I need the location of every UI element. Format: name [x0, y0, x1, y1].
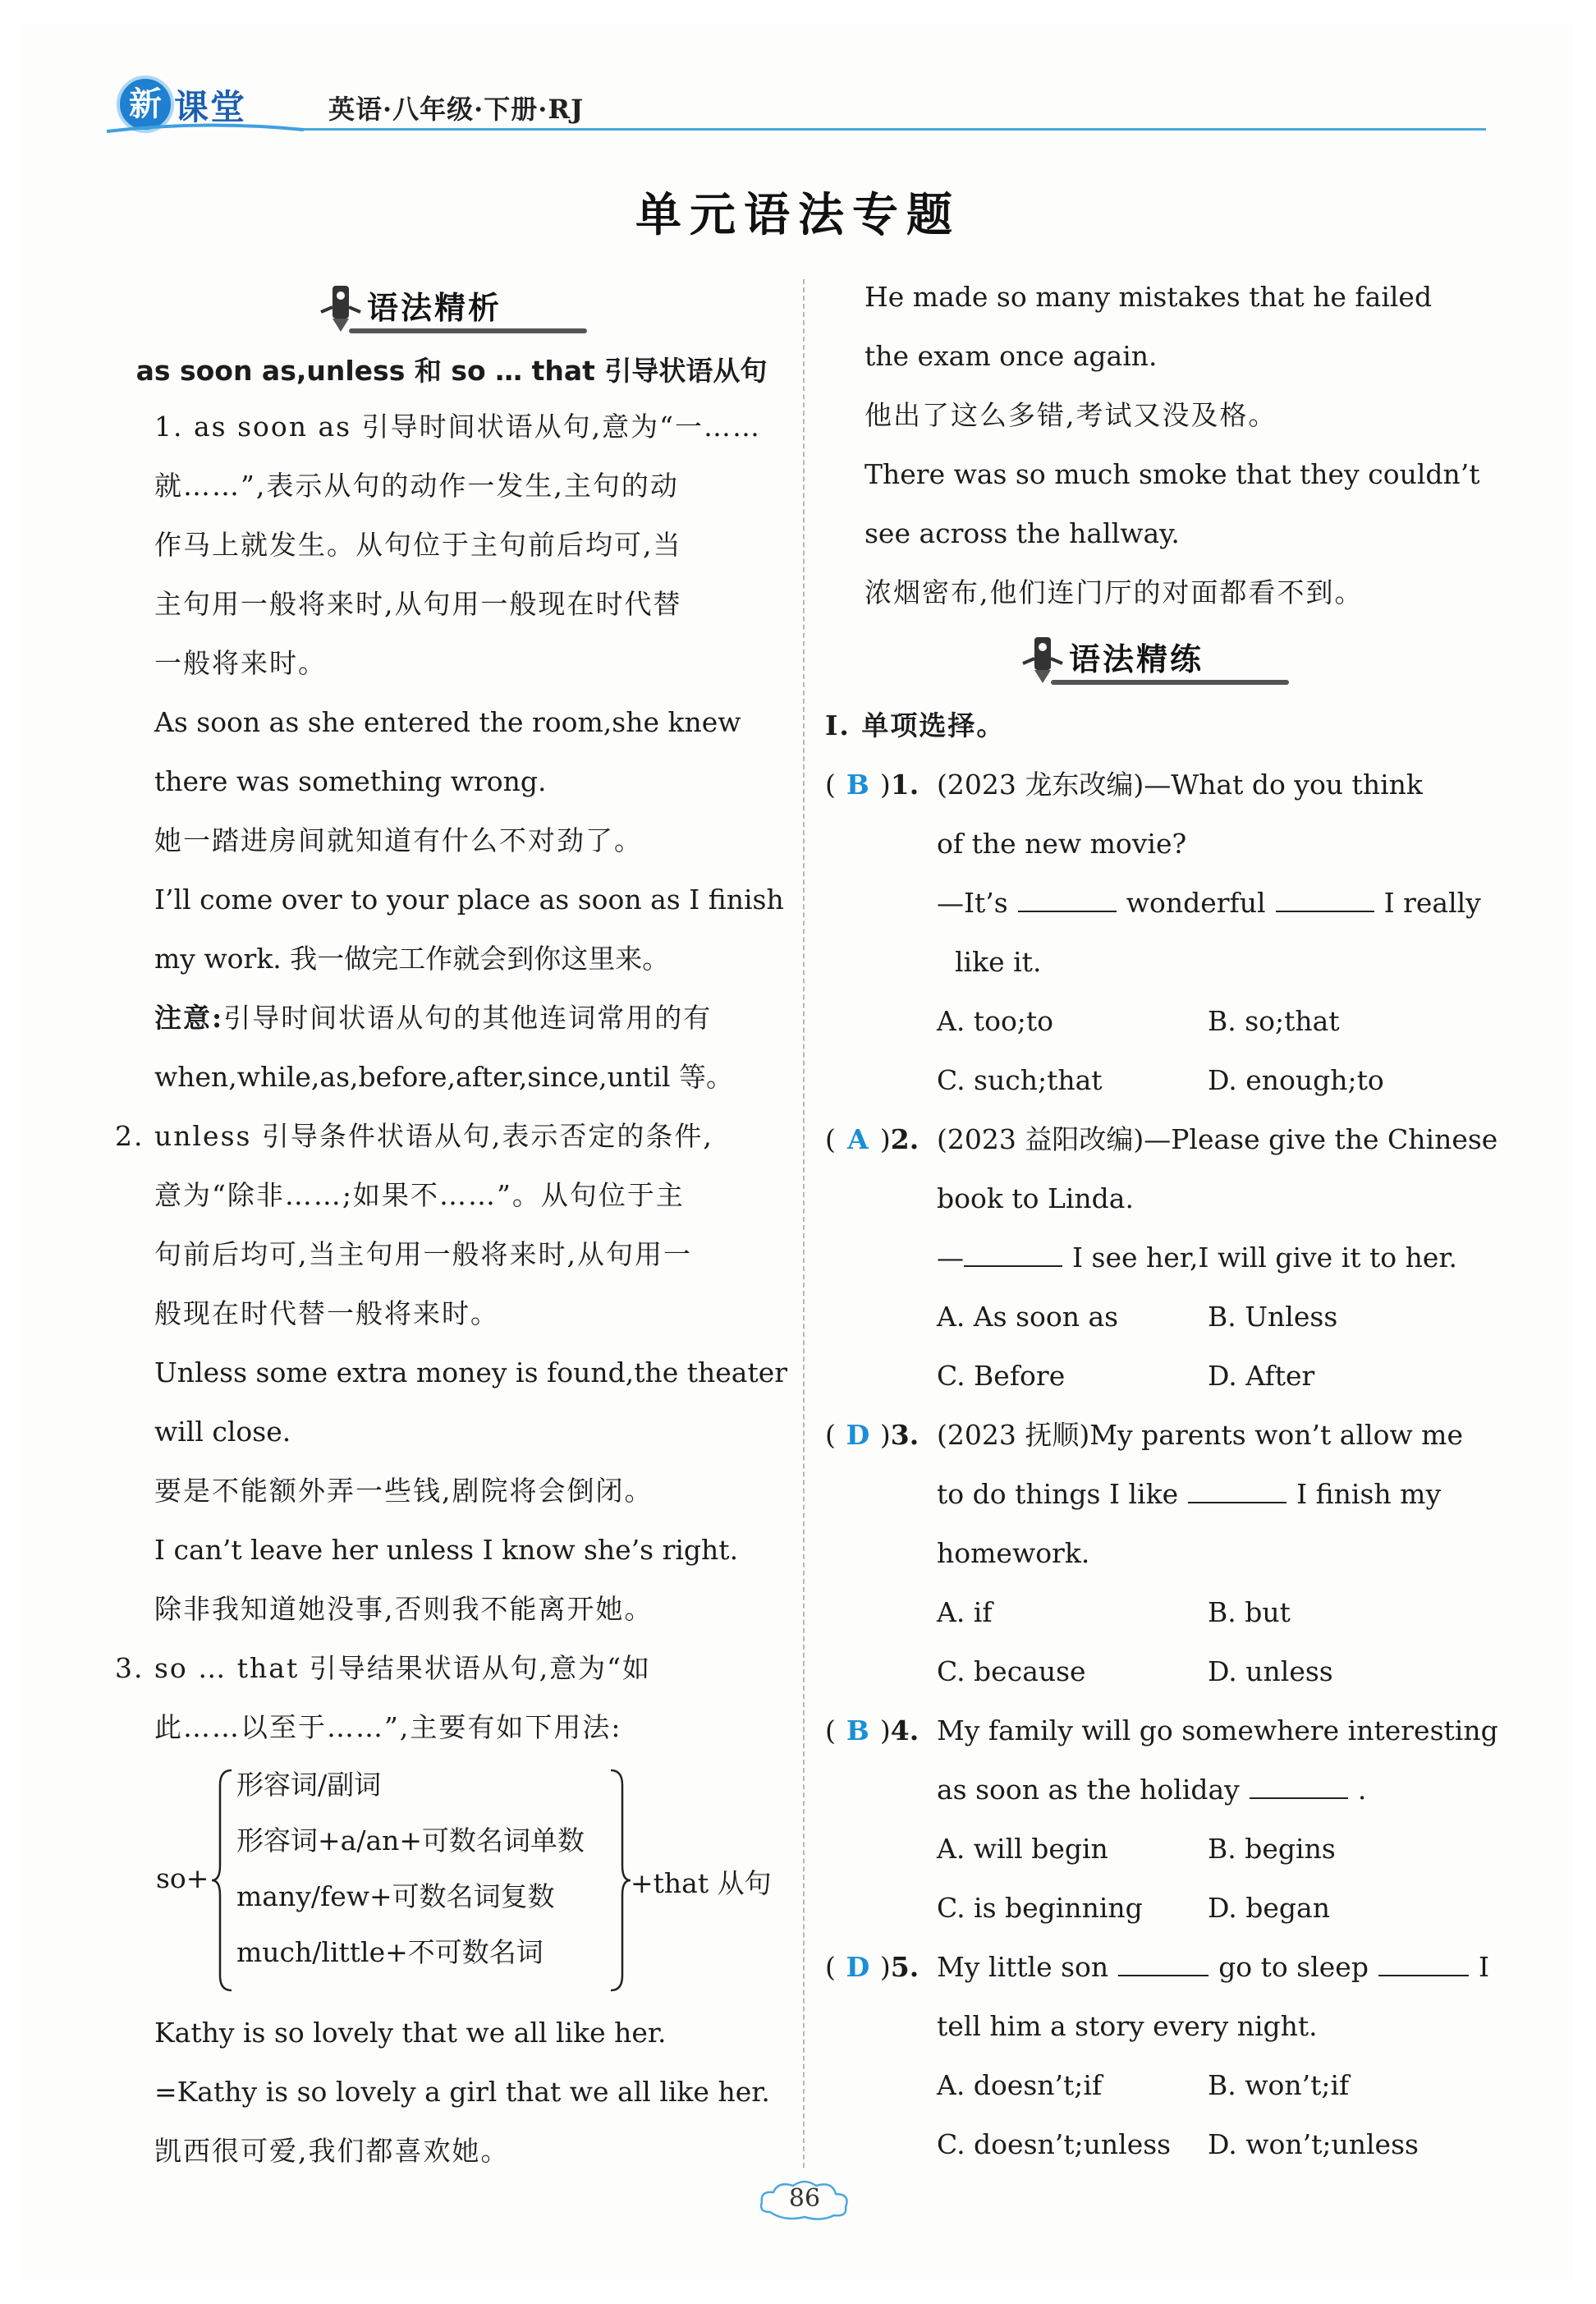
grammar-topic-heading: as soon as,unless 和 so … that 引导状语从句: [135, 355, 768, 387]
answer-blank[interactable]: [1276, 888, 1374, 912]
question-5-line: tell him a story every night.: [937, 2010, 1318, 2042]
grammar-analysis-banner: [316, 271, 587, 345]
point-1-line: 1. as soon as 引导时间状语从句,意为“一……: [154, 411, 761, 443]
banner-underline: [1051, 680, 1289, 685]
option[interactable]: C. because: [937, 1655, 1086, 1687]
question-2-line: — I see her,I will give it to her.: [937, 1241, 1458, 1274]
point-2-line: 句前后均可,当主句用一般将来时,从句用一: [154, 1238, 692, 1270]
question-3-line: to do things I like I finish my: [937, 1478, 1442, 1510]
brace-items: [236, 1757, 585, 1980]
question-1-line: like it.: [955, 946, 1042, 978]
question-4-line: as soon as the holiday .: [937, 1774, 1367, 1806]
question-2: ( A )2. (2023 益阳改编)—Please give the Chinese: [825, 1110, 1482, 1169]
example-sentence: There was so much smoke that they couldn’t: [864, 458, 1480, 490]
question-3: ( D )3. (2023 抚顺)My parents won’t allow me: [825, 1406, 1482, 1465]
example-translation: 要是不能额外弄一些钱,剧院将会倒闭。: [154, 1475, 654, 1507]
logo-text: 课堂: [174, 87, 247, 127]
right-brace-icon: [606, 1769, 631, 1992]
grammar-practice-banner: [1018, 622, 1289, 696]
point-1-line: 一般将来时。: [154, 647, 327, 679]
page-header: [99, 67, 1486, 141]
example-sentence: Kathy is so lovely that we all like her.: [154, 2017, 667, 2049]
banner-title: 语法精练: [1069, 641, 1204, 677]
brace-prefix: so+: [156, 1862, 209, 1894]
options-row: [825, 1051, 1482, 1110]
example-sentence: I can’t leave her unless I know she’s right.: [154, 1534, 739, 1566]
column-divider: [803, 279, 805, 2168]
answer-blank[interactable]: [1188, 1479, 1286, 1503]
option[interactable]: C. doesn’t;unless: [937, 2128, 1172, 2160]
option[interactable]: B. Unless: [1208, 1301, 1338, 1333]
banner-title: 语法精析: [367, 290, 502, 326]
option[interactable]: D. After: [1208, 1360, 1315, 1392]
brace-item: much/little+不可数名词: [236, 1936, 543, 1968]
options-row: [825, 2056, 1482, 2115]
option[interactable]: D. enough;to: [1208, 1064, 1384, 1096]
option[interactable]: D. began: [1208, 1892, 1330, 1924]
answer-blank[interactable]: [1378, 1952, 1469, 1976]
answer-bracket: ( B )1.: [825, 755, 919, 815]
page-number-text: 86: [788, 2184, 821, 2213]
answer-letter: D: [846, 1419, 870, 1451]
option[interactable]: C. is beginning: [937, 1892, 1143, 1924]
option[interactable]: C. such;that: [937, 1064, 1103, 1096]
answer-bracket: ( D )5.: [825, 1938, 919, 1997]
header-subject: 英语·八年级·下册·RJ: [328, 94, 585, 125]
option[interactable]: A. will begin: [937, 1833, 1108, 1865]
option[interactable]: D. unless: [1208, 1655, 1333, 1687]
point-3-line: 此……以至于……”,主要有如下用法:: [154, 1711, 622, 1743]
answer-blank[interactable]: [1018, 888, 1117, 912]
answer-bracket: ( A )2.: [825, 1110, 919, 1169]
example-translation: 除非我知道她没事,否则我不能离开她。: [154, 1593, 654, 1625]
answer-letter: D: [846, 1951, 870, 1983]
example-sentence: As soon as she entered the room,she knew: [154, 706, 741, 738]
header-rule: [304, 128, 1486, 131]
options-row: [825, 2115, 1482, 2174]
answer-letter: B: [846, 769, 869, 801]
example-translation: 凯西很可爱,我们都喜欢她。: [154, 2135, 510, 2167]
options-row: [825, 1879, 1482, 1938]
example-sentence: the exam once again.: [864, 340, 1158, 372]
options-row: [825, 992, 1482, 1051]
point-1-line: 作马上就发生。从句位于主句前后均可,当: [154, 529, 682, 561]
options-row: [825, 1820, 1482, 1879]
option[interactable]: A. too;to: [937, 1005, 1054, 1037]
option[interactable]: B. but: [1208, 1596, 1291, 1628]
page-number: [755, 2176, 854, 2225]
example-sentence: Unless some extra money is found,the theater: [154, 1356, 788, 1388]
example-translation: 她一踏进房间就知道有什么不对劲了。: [154, 824, 643, 856]
question-4: ( B )4. My family will go somewhere interesting: [825, 1701, 1482, 1760]
option[interactable]: B. won’t;if: [1208, 2069, 1350, 2101]
options-row: [825, 1347, 1482, 1406]
right-column: [825, 268, 1498, 2174]
brace-item: 形容词/副词: [236, 1769, 382, 1801]
left-column: [115, 271, 788, 2181]
question-1-line: of the new movie?: [937, 828, 1187, 860]
page-title: 单元语法专题: [635, 188, 961, 242]
example-sentence: see across the hallway.: [864, 517, 1180, 549]
banner-underline: [349, 328, 587, 333]
point-2-line: 意为“除非……;如果不……”。从句位于主: [154, 1179, 685, 1211]
note-line: when,while,as,before,after,since,until 等。: [154, 1061, 733, 1093]
point-1-line: 就……”,表示从句的动作一发生,主句的动: [154, 470, 679, 502]
point-2-line: 2. unless 引导条件状语从句,表示否定的条件,: [115, 1120, 713, 1152]
point-1-line: 主句用一般将来时,从句用一般现在时代替: [154, 588, 682, 620]
answer-letter: B: [846, 1714, 869, 1746]
logo-swoosh-icon: [107, 123, 304, 135]
question-1-line: —It’s wonderful I really: [937, 887, 1481, 919]
option[interactable]: A. As soon as: [937, 1301, 1119, 1333]
question-1: ( B )1. (2023 龙东改编)—What do you think: [825, 755, 1482, 815]
section-heading: Ⅰ. 单项选择。: [825, 709, 1006, 741]
example-sentence: will close.: [154, 1416, 291, 1448]
example-translation: 他出了这么多错,考试又没及格。: [864, 399, 1277, 431]
brace-item: many/few+可数名词复数: [236, 1880, 555, 1912]
answer-bracket: ( D )3.: [825, 1406, 919, 1465]
question-3-line: homework.: [937, 1537, 1090, 1569]
answer-blank[interactable]: [964, 1242, 1062, 1267]
options-row: [825, 1583, 1482, 1642]
question-5: ( D )5. My little son go to sleep I: [825, 1938, 1482, 1997]
answer-blank[interactable]: [1118, 1952, 1208, 1976]
brace-suffix: +that 从句: [631, 1867, 772, 1899]
answer-letter: A: [847, 1123, 869, 1155]
note-line: 注意:引导时间状语从句的其他连词常用的有: [154, 1002, 713, 1034]
answer-blank[interactable]: [1250, 1774, 1348, 1799]
point-2-line: 般现在时代替一般将来时。: [154, 1297, 499, 1329]
option[interactable]: A. doesn’t;if: [937, 2069, 1103, 2101]
option[interactable]: A. if: [937, 1596, 993, 1628]
option[interactable]: B. so;that: [1208, 1005, 1340, 1037]
logo-badge: 新: [117, 76, 174, 133]
example-sentence: =Kathy is so lovely a girl that we all like her.: [154, 2076, 770, 2108]
option[interactable]: C. Before: [937, 1360, 1066, 1392]
example-sentence: my work. 我一做完工作就会到你这里来。: [154, 943, 670, 975]
left-brace-icon: [212, 1769, 236, 1992]
point-3-line: 3. so … that 引导结果状语从句,意为“如: [115, 1652, 652, 1684]
answer-bracket: ( B )4.: [825, 1701, 919, 1760]
option[interactable]: D. won’t;unless: [1208, 2128, 1419, 2160]
example-sentence: there was something wrong.: [154, 765, 547, 797]
options-row: [825, 1642, 1482, 1701]
note-label: 注意:: [154, 1002, 224, 1034]
example-translation: 浓烟密布,他们连门厅的对面都看不到。: [864, 576, 1364, 608]
example-sentence: I’ll come over to your place as soon as I finish: [154, 884, 784, 916]
brand-logo: [99, 67, 312, 141]
brace-item: 形容词+a/an+可数名词单数: [236, 1824, 585, 1857]
options-row: [825, 1287, 1482, 1347]
question-2-line: book to Linda.: [937, 1182, 1134, 1214]
option[interactable]: B. begins: [1208, 1833, 1336, 1865]
so-that-structure: [115, 1757, 788, 2003]
example-sentence: He made so many mistakes that he failed: [864, 281, 1433, 313]
